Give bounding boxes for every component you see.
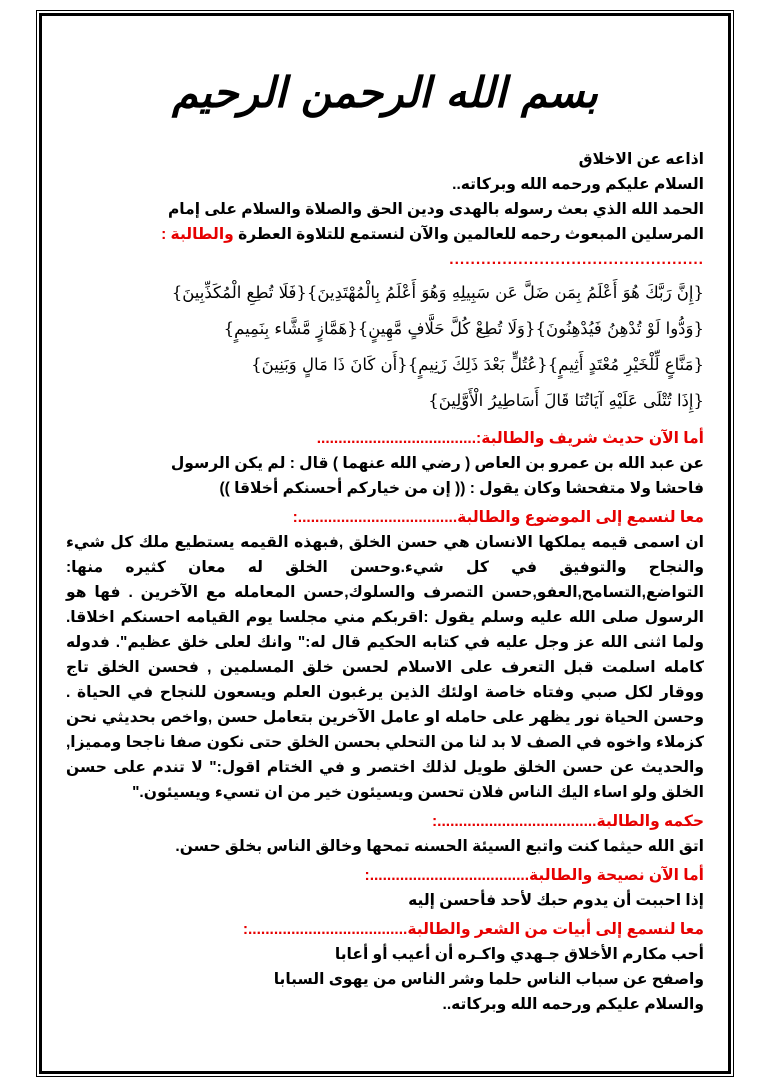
intro-line-1: الحمد الله الذي بعث رسوله بالهدى ودين الحق والصلاة والسلام على إمام: [167, 201, 704, 218]
quran-verses-block: [66, 276, 704, 418]
intro-line-2-black: المرسلين المبعوث رحمه للعالمين والآن لنستمع للتلاوة العطرة: [233, 226, 704, 243]
hadith-line-2: فاحشا ولا متفحشا وكان يقول : (( إن من خياركم أحسنكم أخلاقا )): [219, 480, 704, 497]
advice-line: إذا احببت أن يدوم حبك لأحد فأحسن إليه: [408, 892, 704, 909]
wisdom-section-heading: حكمه والطالبة.....................................:: [431, 813, 704, 830]
topic-section-heading: معا لنسمع إلى الموضوع والطالبة.....................................:: [292, 509, 704, 526]
broadcast-title: اذاعه عن الاخلاق: [578, 151, 704, 168]
poetry-line-2: واصفح عن سباب الناس حلما وشر الناس من يهوى السبابا: [273, 971, 704, 988]
poetry-line-1: أحب مكارم الأخلاق جـهدي واكـره أن أعيب أو أعابا: [334, 946, 704, 963]
advice-section-heading: أما الآن نصيحة والطالبة.....................................:: [364, 867, 704, 884]
page-border-inner: [39, 13, 731, 1074]
basmala-calligraphy-title: بسم الله الرحمن الرحيم: [172, 68, 598, 117]
document-content: [42, 16, 728, 1027]
quran-verse-4: {إِذَا تُتْلَى عَلَيْهِ آيَاتُنَا قَالَ أَسَاطِيرُ الْأَوَّلِينَ}: [428, 391, 704, 410]
page-border-frame: [36, 10, 734, 1077]
wisdom-line: اتق الله حيثما كنت واتبع السيئة الحسنه تمحها وخالق الناس بخلق حسن.: [175, 838, 704, 855]
intro-line-2-red: والطالبة :: [161, 226, 234, 243]
intro-line-2: [66, 222, 704, 247]
essay-paragraph: ان اسمى قيمه يملكها الانسان هي حسن الخلق ,فبهذه القيمه يستطيع ملك كل شيء والنجاح والتوفيق في كل شيء.وحسن الخلق له معان كثيره منها: التواضع,التسامح,العفو,حسن التصرف والسلوك,حسن المعامله مع الآخرين . فها هو الرسول صلى الله عليه وسلم يقول :اقربكم مني مجلسا يوم القيامه احسنكم اخلاقا. ولما اثنى الله عز وجل عليه في كتابه الحكيم قال له:" وانك لعلى خلق عظيم". فدوله كامله اسلمت قبل التعرف على الاسلام لحسن خلق المسلمين , فحسن الخلق تاج ووقار لكل صبي وفتاه خاصة اولئك الذين يرغبون العلم ويسعون للنجاح في الحياة . وحسن الحياة نور يظهر على حامله او عامل الآخرين بتعامل حسن ,واخص بحديثي نحن كزملاء واخوه في الصف لا بد لنا من التحلي بحسن الخلق حتى نكون صفا ناجحا ومميزا, والحديث عن حسن الخلق طويل لذلك اختصر و في الختام اقول:" لا تندم على حسن الخلق ولو اساء اليك الناس فلان تحسن ويسيئون خير من ان تسيء ويسيئون.": [66, 534, 704, 801]
poetry-section-heading: معا لنسمع إلى أبيات من الشعر والطالبة.....................................:: [242, 921, 704, 938]
quran-verse-1: {إِنَّ رَبَّكَ هُوَ أَعْلَمُ بِمَن ضَلَّ عَن سَبِيلِهِ وَهُوَ أَعْلَمُ بِالْمُهْتَدِينَ}{فَلَا تُطِعِ الْمُكَذِّبِينَ}: [171, 283, 704, 302]
quran-verse-2: {وَدُّوا لَوْ تُدْهِنُ فَيُدْهِنُونَ}{وَلَا تُطِعْ كُلَّ حَلَّافٍ مَّهِينٍ}{هَمَّازٍ مَّشَّاء بِنَمِيمٍ}: [223, 319, 704, 338]
greeting-line: السلام عليكم ورحمه الله وبركاته..: [452, 176, 704, 193]
dots-line: ................................................: [449, 251, 704, 268]
hadith-section-heading: أما الآن حديث شريف والطالبة:.....................................: [316, 430, 704, 447]
quran-verse-3: {مَنَّاعٍ لِّلْخَيْرِ مُعْتَدٍ أَثِيمٍ}{عُتُلٍّ بَعْدَ ذَلِكَ زَنِيمٍ}{أَن كَانَ ذَا مَالٍ وَبَنِينَ}: [251, 355, 704, 374]
closing-line: والسلام عليكم ورحمه الله وبركاته..: [442, 996, 704, 1013]
hadith-line-1: عن عبد الله بن عمرو بن العاص ( رضي الله عنهما ) قال : لم يكن الرسول: [170, 455, 704, 472]
